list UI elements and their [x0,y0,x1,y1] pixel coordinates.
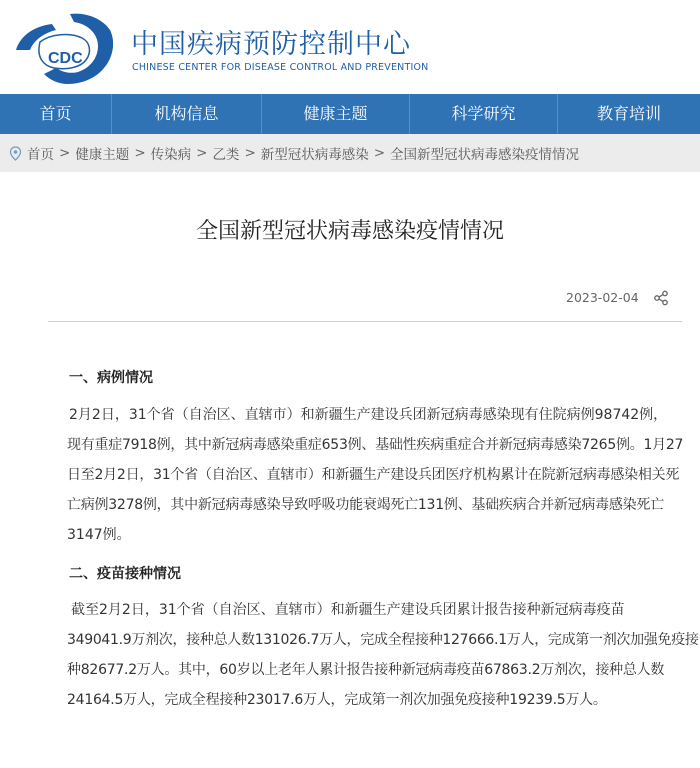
breadcrumb-separator: > [196,145,208,161]
nav-research[interactable]: 科学研究 [410,94,558,134]
breadcrumb-covid-infection[interactable]: 新型冠状病毒感染 [260,147,369,163]
nav-institution-info[interactable]: 机构信息 [112,94,262,134]
logo-text: CDC [48,50,83,67]
paragraph-line: 3147例。 [67,527,131,543]
article-title: 全国新型冠状病毒感染疫情情况 [195,219,504,244]
paragraph-line: 截至2月2日，31个省（自治区、直辖市）和新疆生产建设兵团累计报告接种新冠病毒疫苗 [71,602,625,618]
site-title-en: CHINESE CENTER FOR DISEASE CONTROL AND PREVENTION [132,62,429,73]
section-heading-vaccination: 二、疫苗接种情况 [69,566,181,582]
paragraph-line: 24164.5万人，完成全程接种23017.6万人，完成第一剂次加强免疫接种19239.5万人。 [67,692,607,708]
site-title-cn: 中国疾病预防控制中心 [131,29,411,60]
breadcrumb-separator: > [134,145,146,161]
breadcrumb-home[interactable]: 首页 [27,147,54,163]
location-pin-icon [9,146,22,161]
breadcrumb-infectious-disease[interactable]: 传染病 [150,147,192,163]
breadcrumb-separator: > [373,145,386,161]
paragraph-line: 种82677.2万人。其中，60岁以上老年人累计报告接种新冠病毒疫苗67863.2万剂次，接种总人数 [67,662,665,678]
section-body-vaccination [69,595,700,715]
section-body-cases [69,400,700,550]
nav-health-topics[interactable]: 健康主题 [262,94,410,134]
title-divider [48,321,682,322]
breadcrumb-health-topics[interactable]: 健康主题 [75,147,130,163]
share-icon[interactable] [653,290,669,306]
breadcrumb [0,134,700,172]
section-heading-cases: 一、病例情况 [69,370,153,386]
paragraph-line: 现有重症7918例，其中新冠病毒感染重症653例、基础性疾病重症合并新冠病毒感染7265例。1月27 [67,437,684,453]
cdc-logo[interactable] [10,8,120,88]
publish-date: 2023-02-04 [566,290,639,305]
nav-home[interactable]: 首页 [0,94,112,134]
paragraph-line: 349041.9万剂次，接种总人数131026.7万人，完成全程接种127666.1万人，完成第一剂次加强免疫接 [67,632,699,648]
breadcrumb-separator: > [59,145,71,161]
paragraph-line: 亡病例3278例，其中新冠病毒感染导致呼吸功能衰竭死亡131例、基础疾病合并新冠病毒感染死亡 [67,497,664,513]
main-nav [0,94,700,134]
breadcrumb-separator: > [244,145,256,161]
site-header [0,0,700,94]
paragraph-line: 日至2月2日，31个省（自治区、直辖市）和新疆生产建设兵团医疗机构累计在院新冠病毒感染相关死 [67,467,680,483]
breadcrumb-class-b[interactable]: 乙类 [212,147,240,163]
paragraph-line: 2月2日，31个省（自治区、直辖市）和新疆生产建设兵团新冠病毒感染现有住院病例98742例， [69,407,668,423]
nav-education-training[interactable]: 教育培训 [596,104,661,123]
breadcrumb-current-page[interactable]: 全国新型冠状病毒感染疫情情况 [390,147,580,163]
